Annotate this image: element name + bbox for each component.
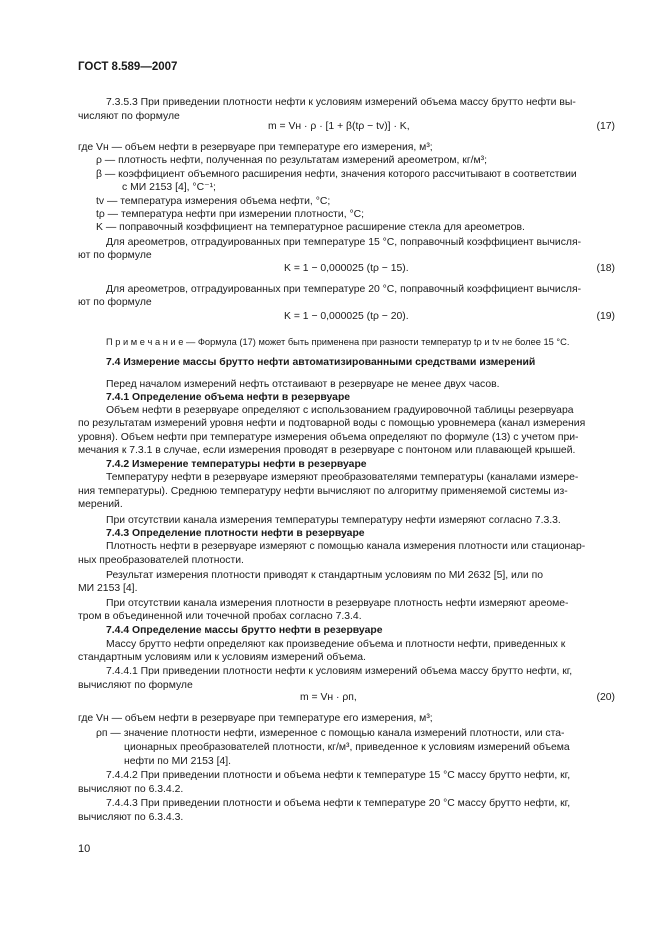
where-rho-p-cont1: ционарных преобразователей плотности, кг/м³, приведенное к условиям измерений объема [124, 742, 570, 753]
page-number: 10 [78, 843, 91, 855]
k15-line1: Для ареометров, отградуированных при температуре 15 °С, поправочный коэффициент вычисля- [106, 237, 582, 248]
subsection-title: 7.4.1 Определение объема нефти в резервуаре [106, 392, 351, 403]
text-line: мечания к 7.3.1 в случае, если измерения проводят в резервуаре с понтоном или плавающей крышей. [78, 445, 576, 456]
paragraph-7353-line1: 7.3.5.3 При приведении плотности нефти к условиям измерений объема массу брутто нефти вы- [106, 97, 576, 108]
where-beta-cont: с МИ 2153 [4], °С⁻¹; [122, 182, 216, 193]
text-line: 7.4.4.1 При приведении плотности нефти к условиям измерений объема массу брутто нефти, кг, [106, 666, 573, 677]
text-line: вычисляют по формуле [78, 680, 193, 691]
text-line: тром в объединенной или точечной пробах согласно 7.3.4. [78, 611, 362, 622]
text-line: МИ 2153 [4]. [78, 583, 138, 594]
subsection-title: 7.4.2 Измерение температуры нефти в резервуаре [106, 459, 367, 470]
formula-20-number: (20) [596, 692, 615, 703]
text-line: ния температуры). Среднюю температуру нефти вычисляют по алгоритму применяемой системы из- [78, 486, 568, 497]
text-line: вычисляют по 6.3.4.2. [78, 784, 184, 795]
text-line: Результат измерения плотности приводят к стандартным условиям по МИ 2632 [5], или по [106, 570, 544, 581]
text-line: мерений. [78, 499, 123, 510]
text-line: Плотность нефти в резервуаре измеряют с помощью канала измерения плотности или стационар- [106, 541, 586, 552]
subsection-title: 7.4.3 Определение плотности нефти в резервуаре [106, 528, 365, 539]
where-rho: ρ — плотность нефти, полученная по результатам измерений ареометром, кг/м³; [96, 155, 487, 166]
text-line: Массу брутто нефти определяют как произведение объема и плотности нефти, приведенных к [106, 639, 566, 650]
paragraph-7353-line2: числяют по формуле [78, 111, 180, 122]
where-vn-2: где Vн — объем нефти в резервуаре при температуре его измерения, м³; [78, 713, 433, 724]
where-trho: tρ — температура нефти при измерении плотности, °С; [96, 209, 365, 220]
where-rho-p: ρп — значение плотности нефти, измеренное с помощью канала измерений плотности, или ста- [96, 728, 565, 739]
note-text: — Формула (17) может быть применена при разности температур tρ и tv не более 15 °С. [183, 337, 570, 347]
formula-17: m = Vн · ρ · [1 + β(tρ − tv)] · K, [268, 121, 410, 132]
k20-line1: Для ареометров, отградуированных при температуре 20 °С, поправочный коэффициент вычисля- [106, 284, 582, 295]
text-line: ных преобразователей плотности. [78, 555, 244, 566]
note-label: П р и м е ч а н и е [106, 337, 184, 347]
text-line: 7.4.4.3 При приведении плотности и объема нефти к температуре 20 °С массу брутто нефти, кг, [106, 798, 571, 809]
k20-line2: ют по формуле [78, 297, 152, 308]
note [106, 336, 569, 350]
text-line: по результатам измерений уровня нефти и подтоварной воды с помощью уровнемера (канал измерения [78, 418, 586, 429]
where-k: K — поправочный коэффициент на температурное расширение стекла для ареометров. [96, 222, 525, 233]
document-header: ГОСТ 8.589—2007 [78, 61, 178, 73]
text-line: вычисляют по 6.3.4.3. [78, 812, 184, 823]
formula-20: m = Vн · ρп, [300, 692, 357, 703]
text-line: Объем нефти в резервуаре определяют с использованием градуировочной таблицы резервуара [106, 405, 574, 416]
subsection-title: 7.4.4 Определение массы брутто нефти в резервуаре [106, 625, 383, 636]
text-line: 7.4.4.2 При приведении плотности и объема нефти к температуре 15 °С массу брутто нефти, кг, [106, 770, 571, 781]
formula-17-number: (17) [596, 121, 615, 132]
where-beta: β — коэффициент объемного расширения нефти, значения которого рассчитывают в соответствии [96, 169, 577, 180]
where-rho-p-cont2: нефти по МИ 2153 [4]. [124, 756, 232, 767]
where-tv: tv — температура измерения объема нефти, °С; [96, 196, 331, 207]
text-line: При отсутствии канала измерения температуры температуру нефти измеряют согласно 7.3.3. [106, 515, 561, 526]
formula-19: K = 1 − 0,000025 (tρ − 20). [284, 311, 409, 322]
text-line: Перед началом измерений нефть отстаивают в резервуаре не менее двух часов. [106, 379, 500, 390]
formula-19-number: (19) [596, 311, 615, 322]
text-line: Температуру нефти в резервуаре измеряют преобразователями температуры (каналами измере- [106, 472, 579, 483]
formula-18: K = 1 − 0,000025 (tρ − 15). [284, 263, 409, 274]
section-7-4-title: 7.4 Измерение массы брутто нефти автоматизированными средствами измерений [106, 357, 536, 368]
where-vn: где Vн — объем нефти в резервуаре при температуре его измерения, м³; [78, 142, 433, 153]
formula-18-number: (18) [596, 263, 615, 274]
text-line: уровня). Объем нефти при температуре измерения объема определяют по формуле (13) с учетом при- [78, 432, 579, 443]
k15-line2: ют по формуле [78, 250, 152, 261]
text-line: При отсутствии канала измерения плотности в резервуаре плотность нефти измеряют ареоме- [106, 598, 569, 609]
text-line: стандартным условиям или к условиям измерений объема. [78, 652, 366, 663]
